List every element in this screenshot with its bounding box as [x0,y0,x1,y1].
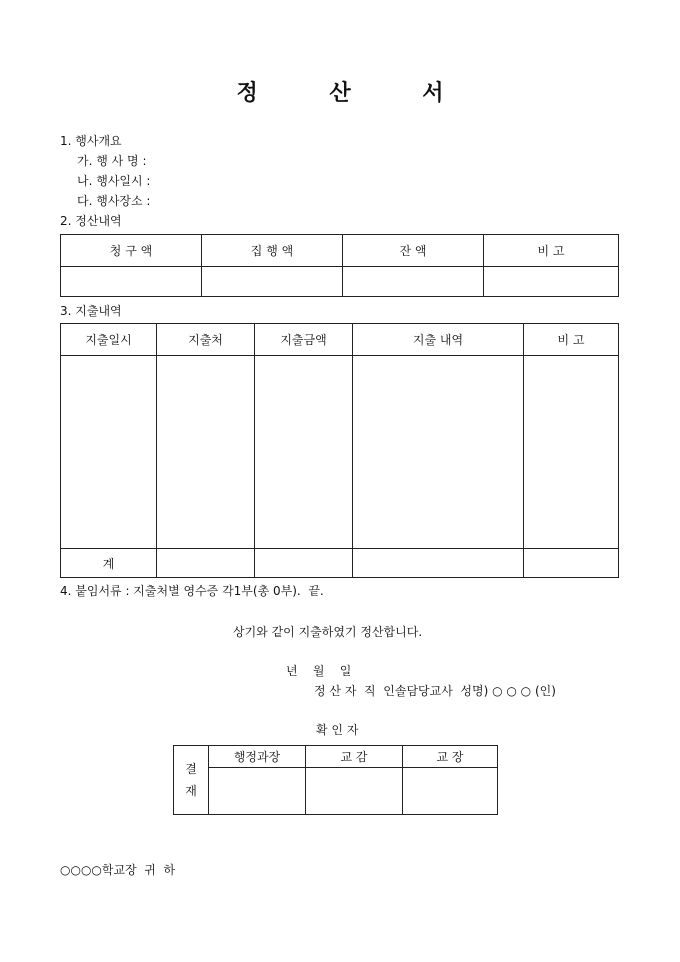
event-place-line: 다. 행사장소 : [77,194,151,208]
header-vendor: 지출처 [157,324,255,356]
section2-heading: 2. 정산내역 [60,214,122,228]
header-claimed-amount: 청 구 액 [61,235,202,267]
expenditure-total-row [61,549,619,578]
header-executed-amount: 집 행 액 [202,235,343,267]
remarks-cell [484,267,619,297]
approval-header-row [174,746,498,768]
header-amount: 지출금액 [255,324,353,356]
balance-cell [343,267,484,297]
section1-heading: 1. 행사개요 [60,134,122,148]
header-balance: 잔 액 [343,235,484,267]
approval-vice-principal: 교 감 [306,746,403,768]
approval-side-label: 결 재 [174,746,209,815]
expenditure-table [60,323,619,578]
date-line: 년 월 일 [286,664,352,678]
event-date-line: 나. 행사일시 : [77,174,151,188]
section3-heading: 3. 지출내역 [60,304,122,318]
header-details: 지출 내역 [353,324,524,356]
approval-admin-head: 행정과장 [209,746,306,768]
attachments-line: 4. 붙임서류 : 지출처별 영수증 각1부(총 0부). 끝. [60,584,324,598]
principal-sign-cell [403,768,498,815]
vice-principal-sign-cell [306,768,403,815]
settler-line: 정 산 자 직 인솔담당교사 성명) ○ ○ ○ (인) [314,684,556,698]
total-label: 계 [61,549,157,578]
addressee: ○○○○학교장 귀 하 [60,863,176,877]
event-name-line: 가. 행 사 명 : [77,154,147,168]
expenditure-body-row [61,356,619,549]
header-remarks: 비 고 [484,235,619,267]
admin-head-sign-cell [209,768,306,815]
document-title: 정 산 서 [236,80,476,106]
expenditure-header-row [61,324,619,356]
approval-table [173,745,498,815]
executed-amount-cell [202,267,343,297]
claimed-amount-cell [61,267,202,297]
settlement-value-row [61,267,619,297]
settlement-table [60,234,619,297]
statement: 상기와 같이 지출하였기 정산합니다. [233,625,423,639]
approval-principal: 교 장 [403,746,498,768]
settlement-header-row [61,235,619,267]
header-date: 지출일시 [61,324,157,356]
header-remarks: 비 고 [524,324,619,356]
confirmer-title: 확 인 자 [316,723,359,737]
approval-sign-row [174,768,498,815]
